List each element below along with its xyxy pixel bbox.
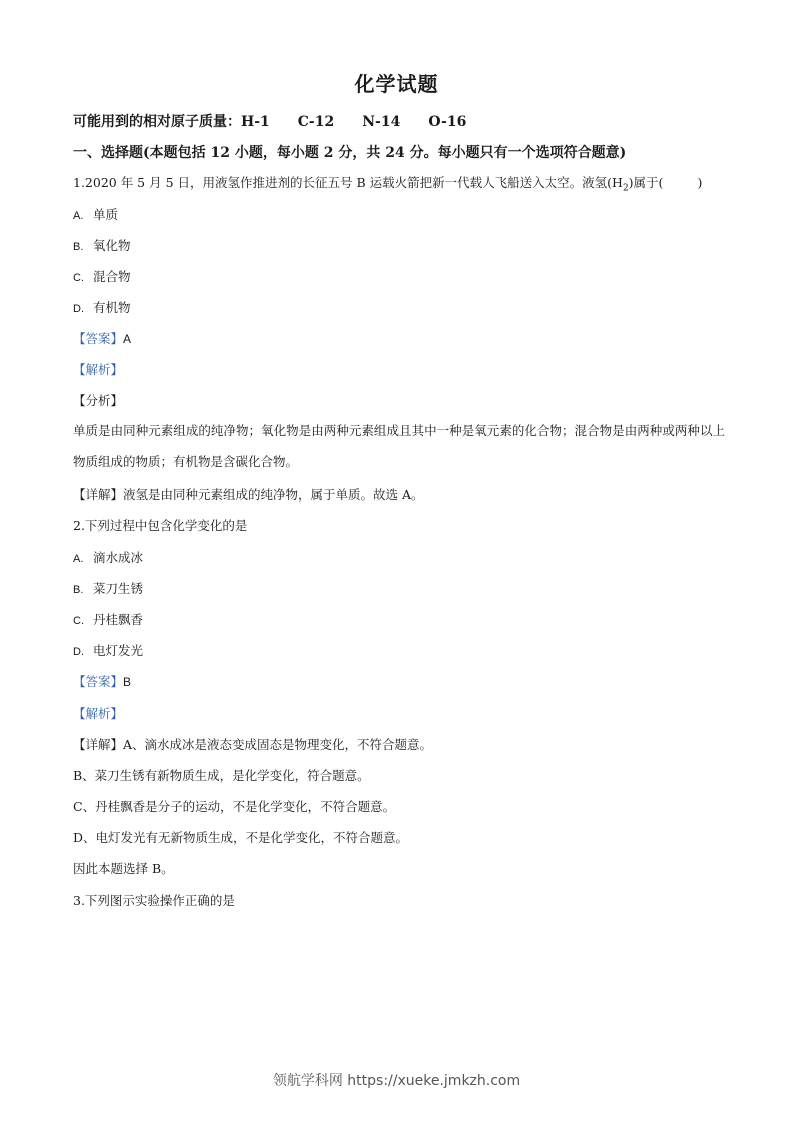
answer-line — [73, 672, 131, 690]
question-1-stem — [73, 173, 702, 194]
fenxi-paragraph: 单质是由同种元素组成的纯净物；氧化物是由两种元素组成且其中一种是氧元素的化合物；混合物是由两种或两种以上物质组成的物质；有机物是含碳化合物。 — [73, 423, 725, 469]
atomic-mass-item: H-1 — [241, 114, 270, 130]
option-text: 混合物 — [93, 269, 131, 284]
atomic-mass-line — [73, 111, 466, 131]
atomic-mass-label: 可能用到的相对原子质量： — [73, 114, 241, 130]
question-2-stem: 2.下列过程中包含化学变化的是 — [73, 518, 248, 533]
option-d — [73, 641, 143, 659]
atomic-mass-item: C-12 — [297, 114, 335, 130]
option-text: 氧化物 — [93, 238, 131, 253]
option-b — [73, 579, 143, 597]
option-text: 菜刀生锈 — [93, 581, 144, 596]
option-c — [73, 267, 131, 285]
detail-tag: 【详解】 — [73, 737, 124, 752]
fenxi-tag: 【分析】 — [73, 393, 124, 408]
option-letter: D. — [73, 303, 84, 315]
option-a — [73, 205, 118, 223]
atomic-mass-item: N-14 — [362, 114, 401, 130]
option-c — [73, 610, 143, 628]
option-b — [73, 236, 131, 254]
detail-text: 液氢是由同种元素组成的纯净物，属于单质。故选 A。 — [123, 487, 424, 502]
answer-tag: 【答案】 — [73, 331, 124, 346]
option-letter: D. — [73, 646, 84, 658]
detail-line: D、电灯发光有无新物质生成，不是化学变化，不符合题意。 — [73, 830, 409, 845]
option-a — [73, 548, 143, 566]
option-text: 单质 — [93, 207, 119, 222]
answer-value: A — [123, 332, 132, 346]
detail-line: B、菜刀生锈有新物质生成，是化学变化，符合题意。 — [73, 768, 370, 783]
option-letter: C. — [73, 615, 84, 627]
option-letter: A. — [73, 210, 84, 222]
question-3-stem: 3.下列图示实验操作正确的是 — [73, 893, 235, 908]
section-heading: 一、选择题(本题包括 12 小题，每小题 2 分，共 24 分。每小题只有一个选项符合题意) — [73, 145, 627, 161]
answer-tag: 【答案】 — [73, 674, 124, 689]
analysis-tag: 【解析】 — [73, 362, 124, 377]
detail-line: C、丹桂飘香是分子的运动，不是化学变化，不符合题意。 — [73, 799, 396, 814]
question-1-stem-tail: )属于( — [628, 175, 664, 190]
answer-line — [73, 329, 131, 347]
footer-watermark: 领航学科网 https://xueke.jmkzh.com — [272, 1073, 521, 1089]
option-text: 丹桂飘香 — [93, 612, 144, 627]
option-letter: C. — [73, 272, 84, 284]
paren-close: ) — [697, 175, 703, 190]
detail-text: A、滴水成冰是液态变成固态是物理变化，不符合题意。 — [123, 737, 433, 752]
analysis-tag: 【解析】 — [73, 706, 124, 721]
subscript: 2 — [622, 183, 629, 194]
option-text: 有机物 — [93, 300, 131, 315]
page-title: 化学试题 — [354, 72, 439, 96]
detail-line — [73, 735, 432, 753]
option-text: 电灯发光 — [93, 643, 144, 658]
answer-value: B — [123, 675, 132, 689]
option-text: 滴水成冰 — [93, 550, 144, 565]
question-1-stem-text: 1.2020 年 5 月 5 日，用液氢作推进剂的长征五号 B 运载火箭把新一代载人飞船送入太空。液氢(H — [73, 175, 623, 190]
detail-line — [73, 485, 424, 503]
option-letter: B. — [73, 584, 84, 596]
conclusion-line: 因此本题选择 B。 — [73, 861, 174, 876]
detail-tag: 【详解】 — [73, 487, 124, 502]
atomic-mass-item: O-16 — [428, 114, 467, 130]
option-letter: B. — [73, 241, 84, 253]
option-letter: A. — [73, 553, 84, 565]
option-d — [73, 298, 131, 316]
